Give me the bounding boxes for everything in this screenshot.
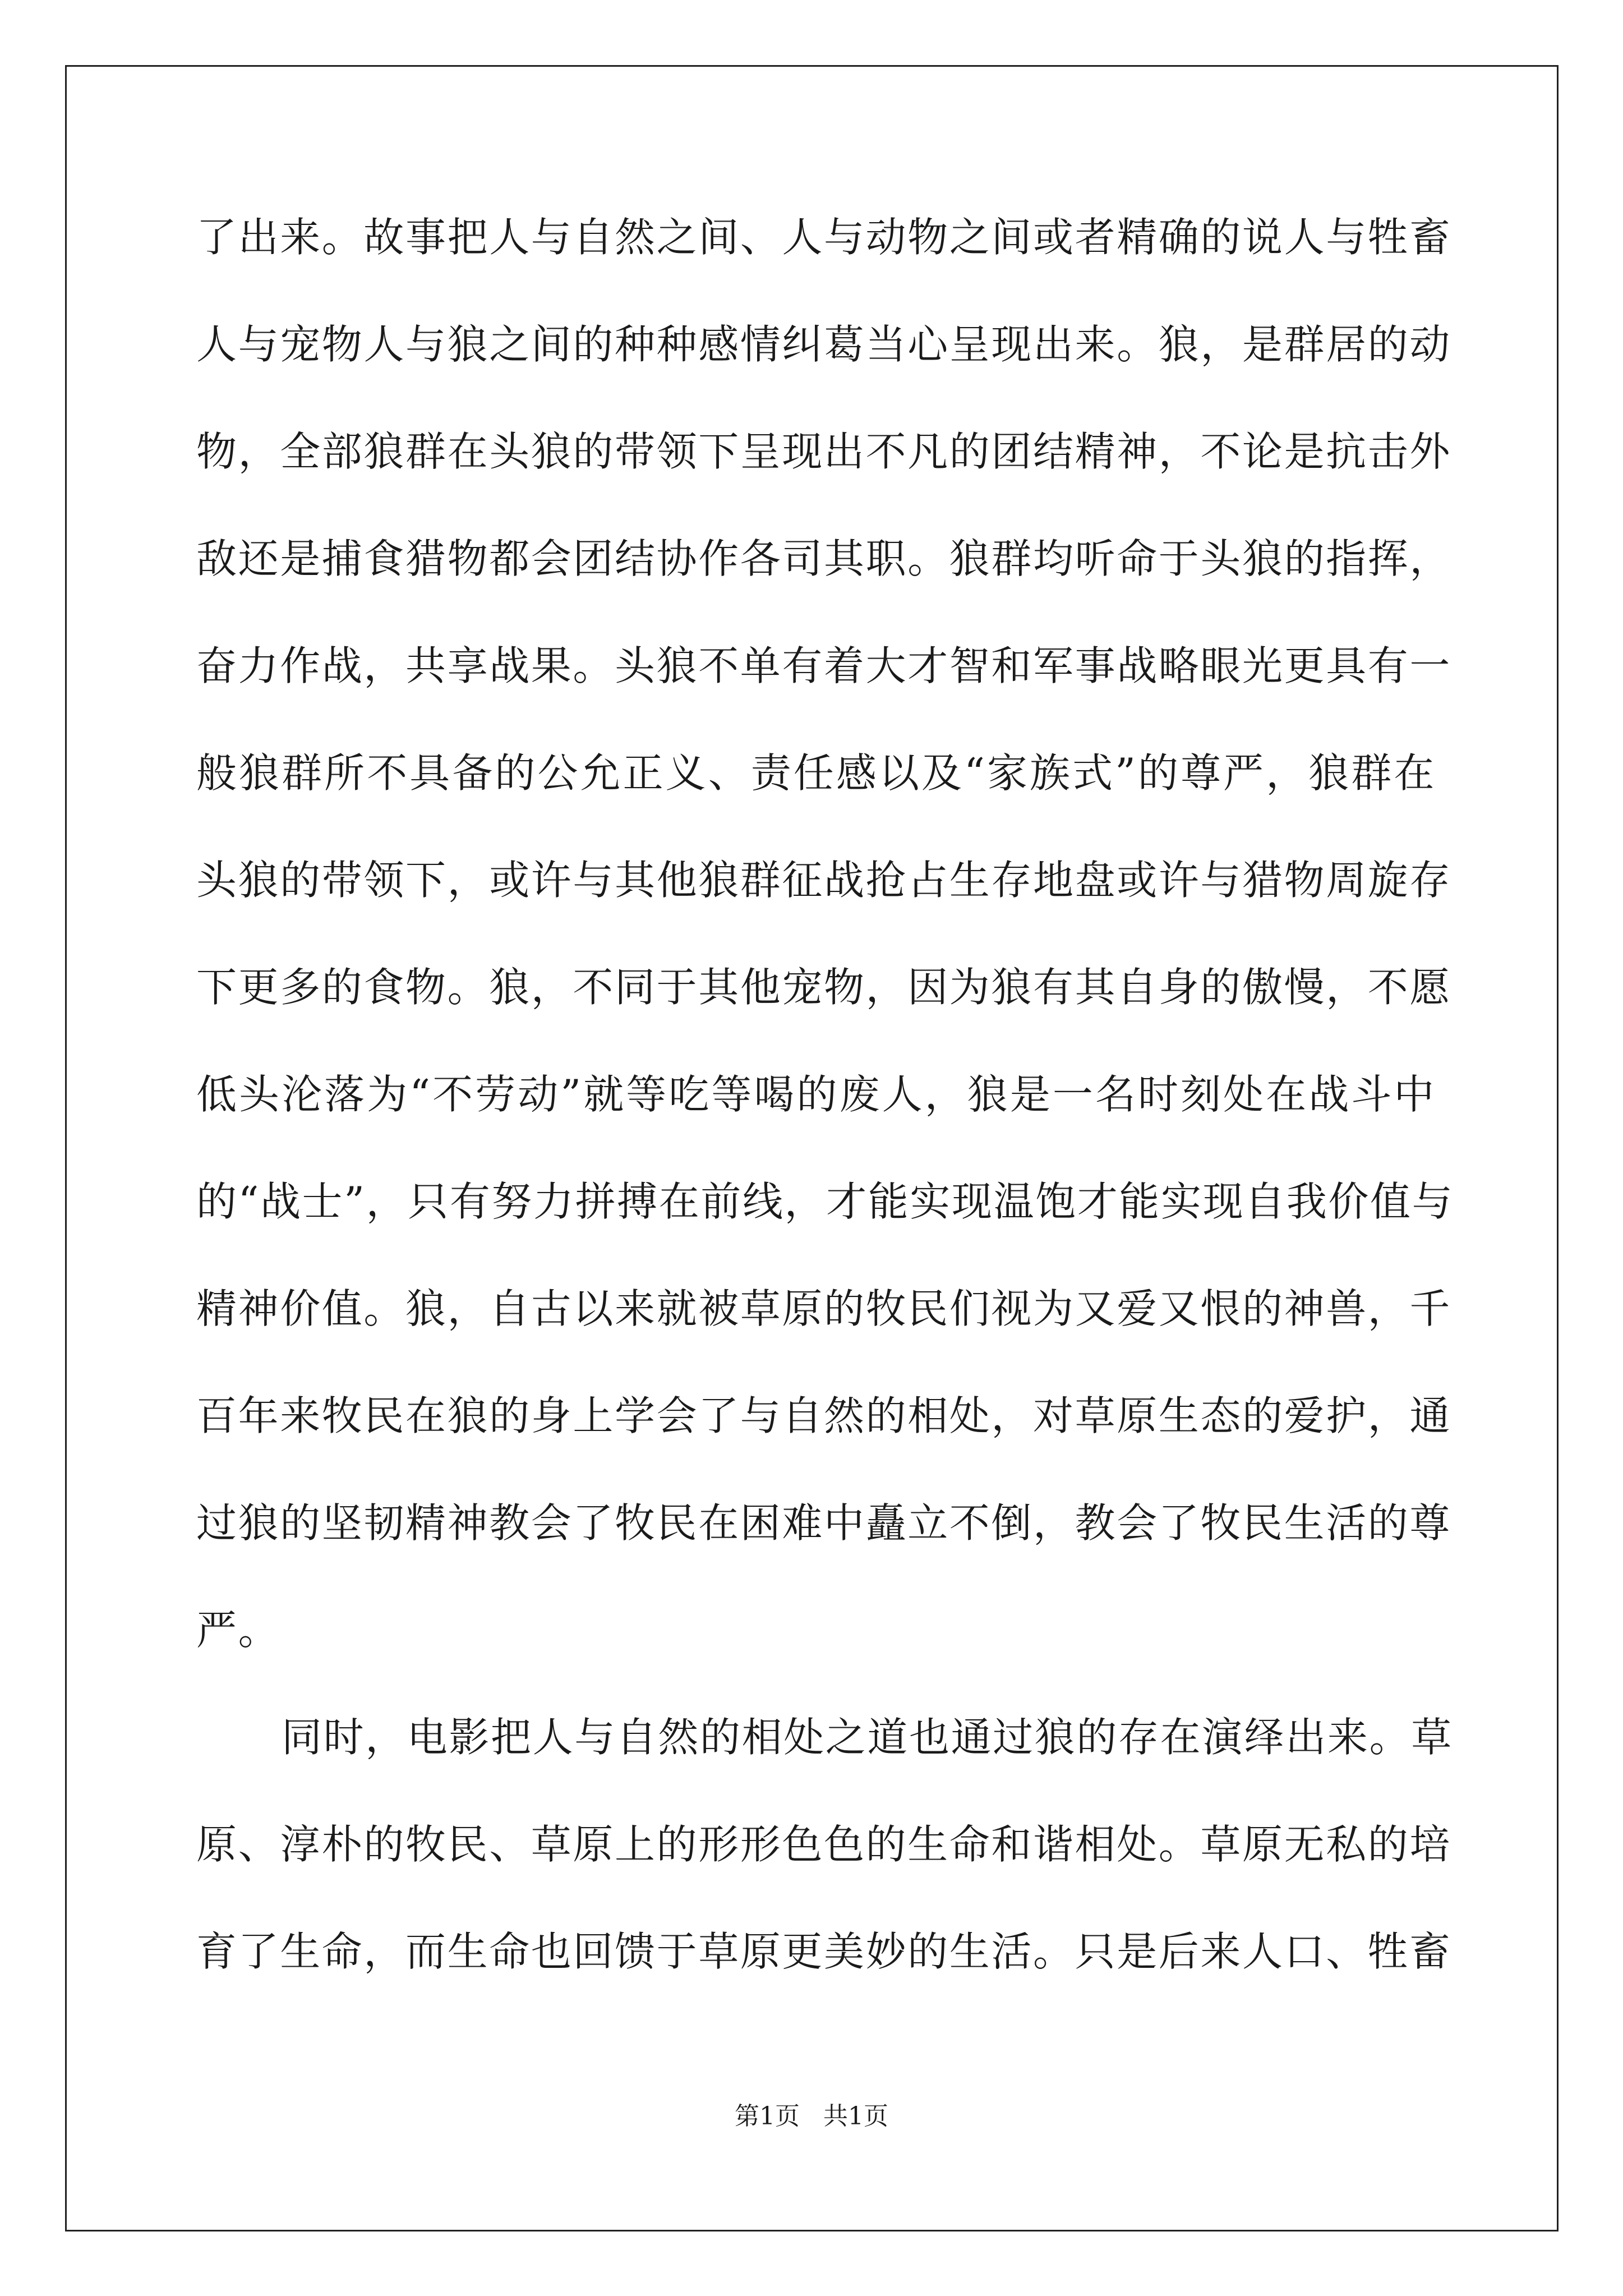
text-line: 敌还是捕食猎物都会团结协作各司其职。狼群均听命于头狼的指挥， [196, 535, 1452, 582]
text-line: 物，全部狼群在头狼的带领下呈现出不凡的团结精神，不论是抗击外 [196, 428, 1452, 475]
text-line: 的“战士”，只有努力拼搏在前线，才能实现温饱才能实现自我价值与 [196, 1178, 1454, 1225]
text-line: 低头沦落为“不劳动”就等吃等喝的废人，狼是一名时刻处在战斗中 [196, 1071, 1436, 1118]
paragraph-end-line: 严。 [196, 1607, 280, 1654]
page-number: 第1页 共1页 [735, 2102, 888, 2131]
document-body [196, 210, 1454, 2032]
text-line: 般狼群所不具备的公允正义、责任感以及“家族式”的尊严，狼群在 [196, 749, 1436, 797]
text-line: 头狼的带领下，或许与其他狼群征战抢占生存地盘或许与猎物周旋存 [196, 857, 1452, 904]
text-line: 下更多的食物。狼，不同于其他宠物，因为狼有其自身的傲慢，不愿 [196, 964, 1452, 1011]
text-line: 原、淳朴的牧民、草原上的形形色色的生命和谐相处。草原无私的培 [196, 1821, 1452, 1868]
text-line: 育了生命，而生命也回馈于草原更美妙的生活。只是后来人口、牲畜 [196, 1928, 1452, 1975]
text-line: 奋力作战，共享战果。头狼不单有着大才智和军事战略眼光更具有一 [196, 642, 1452, 689]
paragraph-first-line: 同时，电影把人与自然的相处之道也通过狼的存在演绎出来。草 [282, 1714, 1453, 1761]
text-line: 百年来牧民在狼的身上学会了与自然的相处，对草原生态的爱护，通 [196, 1392, 1452, 1439]
text-line: 精神价值。狼，自古以来就被草原的牧民们视为又爱又恨的神兽，千 [196, 1285, 1452, 1332]
text-line: 过狼的坚韧精神教会了牧民在困难中矗立不倒，教会了牧民生活的尊 [196, 1499, 1452, 1547]
text-line: 人与宠物人与狼之间的种种感情纠葛当心呈现出来。狼，是群居的动 [196, 321, 1452, 368]
text-line: 了出来。故事把人与自然之间、人与动物之间或者精确的说人与牲畜 [196, 214, 1452, 261]
